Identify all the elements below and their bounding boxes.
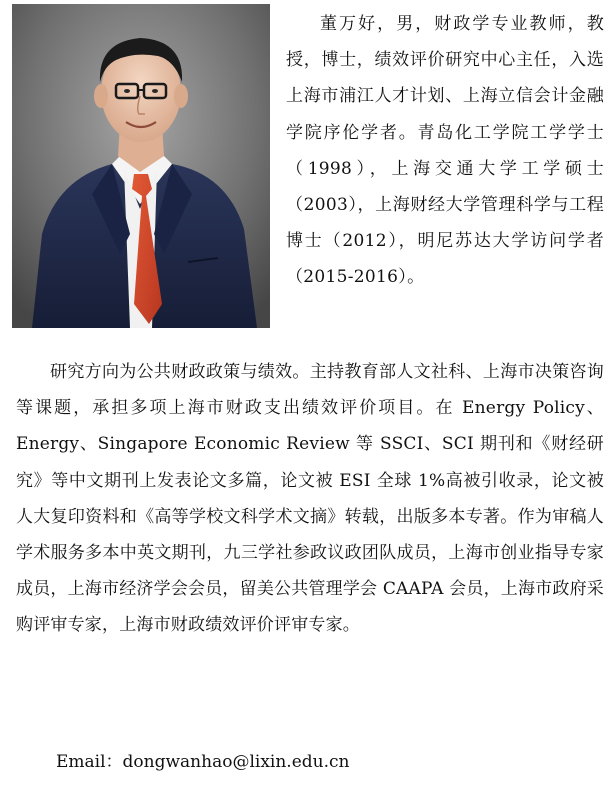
profile-intro: 董万好，男，财政学专业教师，教授，博士，绩效评价研究中心主任，入选上海市浦江人才计划、上海立信会计金融学院序伦学者。青岛化工学院工学学士（1998），上海交通大学工学硕士（2003），上海财经大学管理科学与工程博士（2012），明尼苏达大学访问学者（2015-2016）。 (286, 14, 604, 288)
email-link[interactable]: dongwanhao@lixin.edu.cn (122, 752, 350, 772)
email-label: Email： (56, 752, 123, 772)
email-line (56, 750, 349, 774)
portrait-photo (12, 4, 270, 328)
research-paragraph: 研究方向为公共财政政策与绩效。主持教育部人文社科、上海市决策咨询等课题，承担多项上海市财政支出绩效评价项目。在 Energy Policy、Energy、Singapore Economic Review 等 SSCI、SCI 期刊和《财经研究》等中文期刊上发表论文多篇，论文被 ESI 全球 1%高被引收录，论文被人大复印资料和《高等学校文科学术文摘》转载，出版多本专著。作为审稿人学术服务多本中英文期刊，九三学社参政议政团队成员，上海市创业指导专家成员，上海市经济学会会员，留美公共管理学会 CAAPA 会员，上海市政府采购评审专家，上海市财政绩效评价评审专家。 (16, 362, 604, 636)
portrait-illustration (12, 4, 270, 328)
